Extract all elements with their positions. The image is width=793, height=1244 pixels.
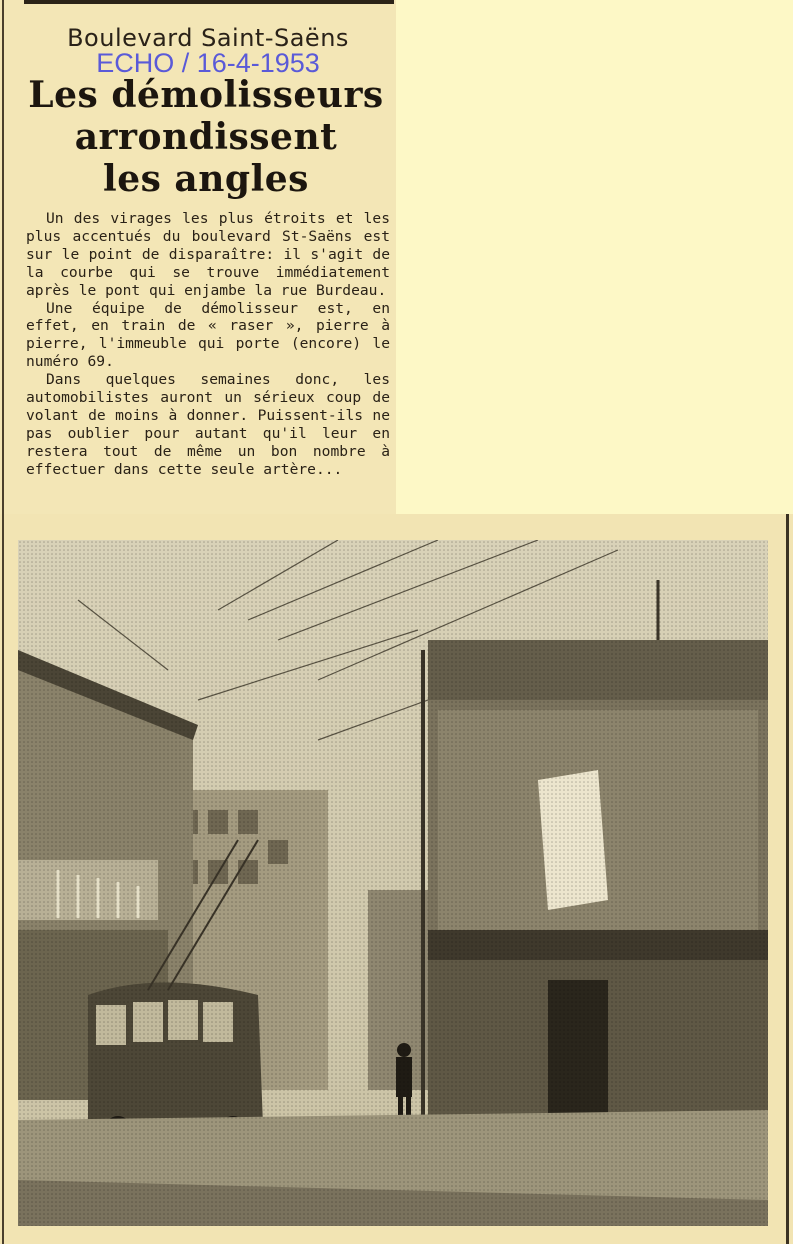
paragraph-1: Un des virages les plus étroits et les plus accentués du boulevard St-Saëns est sur le point de disparaître: il s'agit de la courbe qui se trouve immédiatement après le pont qui enjambe la rue Burdeau.	[26, 210, 390, 299]
top-rule	[24, 0, 394, 4]
article-body	[26, 210, 390, 479]
headline	[18, 74, 394, 200]
headline-line-1: Les démolisseurs	[28, 74, 384, 116]
street-photo-illustration	[18, 540, 768, 1226]
right-rule	[786, 514, 789, 1244]
kicker: Boulevard Saint-Saëns	[67, 24, 349, 52]
halftone-texture	[18, 540, 768, 1226]
headline-line-3: les angles	[103, 158, 309, 200]
street-photo	[18, 540, 768, 1226]
date-stamp: ECHO / 16-4-1953	[96, 48, 320, 78]
left-rule	[2, 0, 4, 1244]
paragraph-3: Dans quelques semaines donc, les automobilistes auront un sérieux coup de volant de moins à donner. Puissent-ils ne pas oublier pour autant qu'il leur en restera tout de même un bon nombre à effectuer dans cette seule artère...	[26, 371, 390, 478]
paragraph-2: Une équipe de démolisseur est, en effet, en train de « raser », pierre à pierre, l'immeuble qui porte (encore) le numéro 69.	[26, 299, 390, 371]
headline-line-2: arrondissent	[74, 116, 338, 158]
